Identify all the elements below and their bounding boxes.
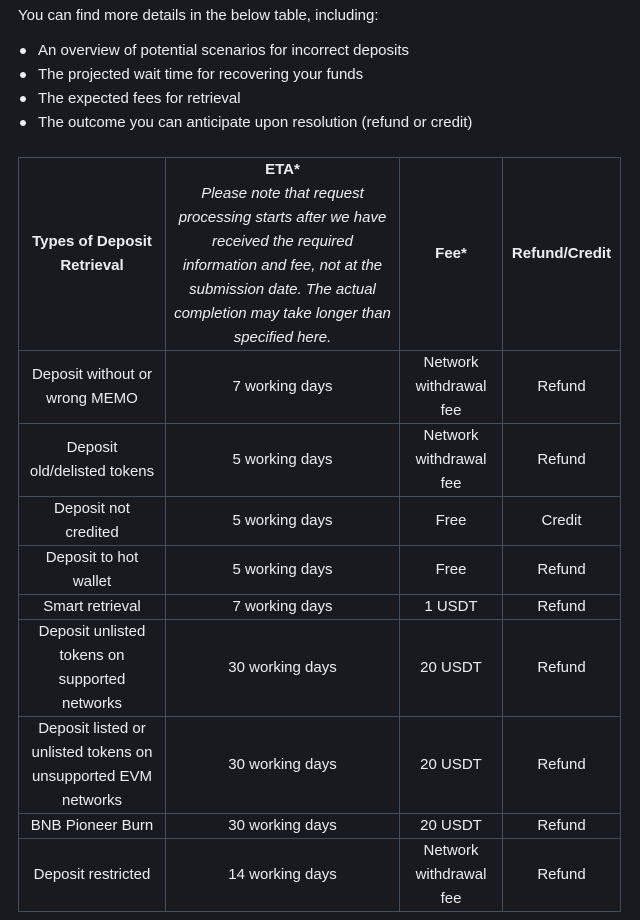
header-refund-credit: Refund/Credit [503,158,621,351]
cell-fee: Network withdrawal fee [400,839,503,912]
bullet-icon [20,96,26,102]
table-header-row [19,158,621,351]
cell-result: Credit [503,497,621,546]
cell-fee: 20 USDT [400,620,503,717]
bullet-icon [20,120,26,126]
cell-fee: Free [400,546,503,595]
bullet-text: The projected wait time for recovering your funds [38,66,364,83]
cell-result: Refund [503,546,621,595]
cell-type: Deposit restricted [19,839,166,912]
table-row [19,497,621,546]
table-row [19,546,621,595]
cell-fee: 1 USDT [400,595,503,620]
table-row [19,814,621,839]
cell-result: Refund [503,839,621,912]
table-row [19,424,621,497]
bullet-list [18,39,472,135]
cell-eta: 5 working days [166,424,400,497]
header-fee: Fee* [400,158,503,351]
cell-fee: Free [400,497,503,546]
cell-type: Deposit without or wrong MEMO [19,351,166,424]
cell-type: Deposit old/delisted tokens [19,424,166,497]
deposit-retrieval-table [18,157,621,912]
header-eta-title: ETA* [265,161,300,178]
cell-eta: 5 working days [166,546,400,595]
header-eta [166,158,400,351]
bullet-item [18,63,472,87]
bullet-text: An overview of potential scenarios for incorrect deposits [38,42,410,59]
bullet-item [18,39,472,63]
cell-type: Deposit listed or unlisted tokens on unsupported EVM networks [19,717,166,814]
cell-eta: 30 working days [166,814,400,839]
cell-type: Smart retrieval [19,595,166,620]
cell-fee: 20 USDT [400,814,503,839]
cell-type: BNB Pioneer Burn [19,814,166,839]
cell-result: Refund [503,351,621,424]
table-row [19,351,621,424]
cell-fee: Network withdrawal fee [400,424,503,497]
cell-eta: 30 working days [166,620,400,717]
table-row [19,620,621,717]
cell-fee: 20 USDT [400,717,503,814]
bullet-icon [20,48,26,54]
cell-eta: 7 working days [166,351,400,424]
table-row [19,839,621,912]
cell-result: Refund [503,424,621,497]
bullet-item [18,111,472,135]
bullet-item [18,87,472,111]
cell-type: Deposit to hot wallet [19,546,166,595]
cell-eta: 5 working days [166,497,400,546]
cell-result: Refund [503,814,621,839]
cell-type: Deposit not credited [19,497,166,546]
cell-type: Deposit unlisted tokens on supported networks [19,620,166,717]
intro-text: You can find more details in the below table, including: [18,7,379,24]
cell-result: Refund [503,620,621,717]
bullet-text: The expected fees for retrieval [38,90,241,107]
cell-eta: 7 working days [166,595,400,620]
header-type: Types of Deposit Retrieval [19,158,166,351]
cell-eta: 30 working days [166,717,400,814]
cell-result: Refund [503,717,621,814]
cell-eta: 14 working days [166,839,400,912]
table-row [19,595,621,620]
cell-result: Refund [503,595,621,620]
header-eta-note: Please note that request processing starts after we have received the required information and fee, not at the submission date. The actual completion may take longer than specified here. [174,185,391,346]
bullet-icon [20,72,26,78]
cell-fee: Network withdrawal fee [400,351,503,424]
table-row [19,717,621,814]
bullet-text: The outcome you can anticipate upon resolution (refund or credit) [38,114,473,131]
